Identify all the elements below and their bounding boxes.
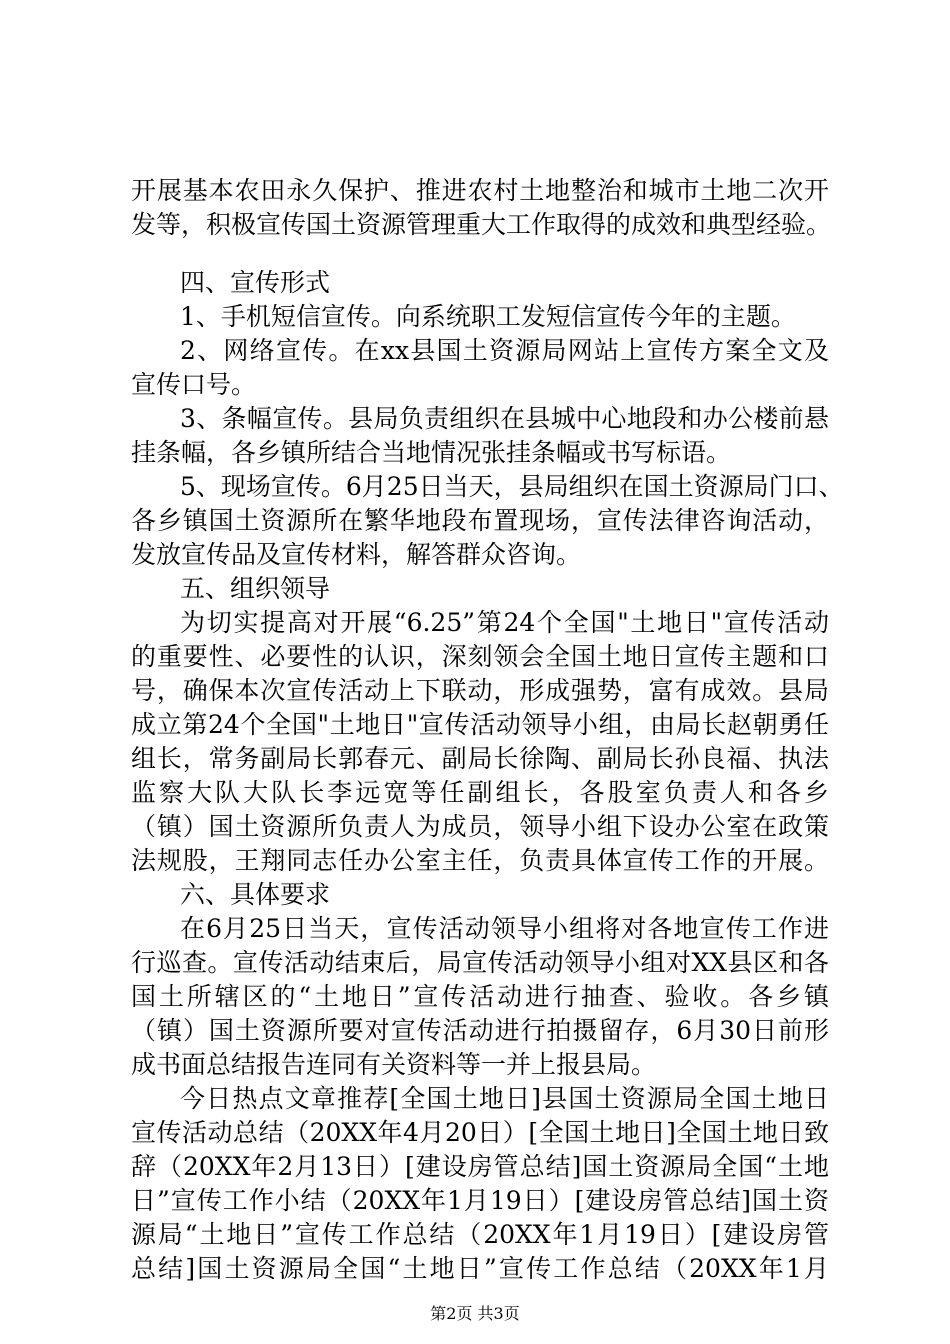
body-line: 国土所辖区的“土地日”宣传活动进行抽查、验收。各乡镇 [131,982,829,1011]
body-line: 1、手机短信宣传。向系统职工发短信宣传今年的主题。 [180,302,796,331]
body-line: 发等，积极宣传国土资源管理重大工作取得的成效和典型经验。 [131,210,832,239]
body-line: 开展基本农田永久保护、推进农村土地整治和城市土地二次开 [131,176,829,205]
body-line: 号，确保本次宣传活动上下联动，形成强势，富有成效。县局 [131,676,829,705]
body-line: 各乡镇国土资源所在繁华地段布置现场，宣传法律咨询活动， [131,506,829,535]
body-line: （镇）国土资源所负责人为成员，领导小组下设办公室在政策 [131,812,829,841]
body-line: 法规股，王翔同志任办公室主任，负责具体宣传工作的开展。 [131,846,829,875]
body-line: （镇）国土资源所要对宣传活动进行拍摄留存，6月30日前形 [131,1016,829,1045]
page-number-footer: 第2页 共3页 [430,1304,520,1323]
body-line: 挂条幅，各乡镇所结合当地情况张挂条幅或书写标语。 [131,438,732,467]
body-line: 宣传口号。 [131,370,257,399]
body-line: 在6月25日当天，宣传活动领导小组将对各地宣传工作进 [180,914,829,943]
body-line: 成书面总结报告连同有关资料等一并上报县局。 [131,1050,657,1079]
body-line: 今日热点文章推荐[全国土地日]县国土资源局全国土地日 [180,1084,829,1113]
body-line: 行巡查。宣传活动结束后，局宣传活动领导小组对XX县区和各 [131,948,829,977]
body-line: 组长，常务副局长郭春元、副局长徐陶、副局长孙良福、执法 [131,744,829,773]
body-line: 辞（20XX年2月13日）[建设房管总结]国土资源局全国“土地 [131,1152,829,1181]
body-line: 宣传活动总结（20XX年4月20日）[全国土地日]全国土地日致 [131,1118,829,1147]
body-line: 3、条幅宣传。县局负责组织在县城中心地段和办公楼前悬 [180,404,829,433]
body-line: 2、网络宣传。在xx县国土资源局网站上宣传方案全文及 [180,336,829,365]
section-heading: 四、宣传形式 [180,268,331,297]
body-line: 为切实提高对开展“6.25”第24个全国"土地日"宣传活动 [180,608,829,637]
body-line: 成立第24个全国"土地日"宣传活动领导小组，由局长赵朝勇任 [131,710,829,739]
body-line: 的重要性、必要性的认识，深刻领会全国土地日宣传主题和口 [131,642,829,671]
body-line: 监察大队大队长李远宽等任副组长，各股室负责人和各乡 [131,778,829,807]
section-heading: 五、组织领导 [180,574,331,603]
section-heading: 六、具体要求 [180,880,331,909]
body-line: 发放宣传品及宣传材料，解答群众咨询。 [131,540,582,569]
body-line: 源局“土地日”宣传工作总结（20XX年1月19日）[建设房管 [131,1220,829,1249]
body-line: 日”宣传工作小结（20XX年1月19日）[建设房管总结]国土资 [131,1186,829,1215]
body-line: 5、现场宣传。6月25日当天，县局组织在国土资源局门口、 [180,472,844,501]
body-line: 总结]国土资源局全国“土地日”宣传工作总结（20XX年1月 [131,1254,829,1283]
